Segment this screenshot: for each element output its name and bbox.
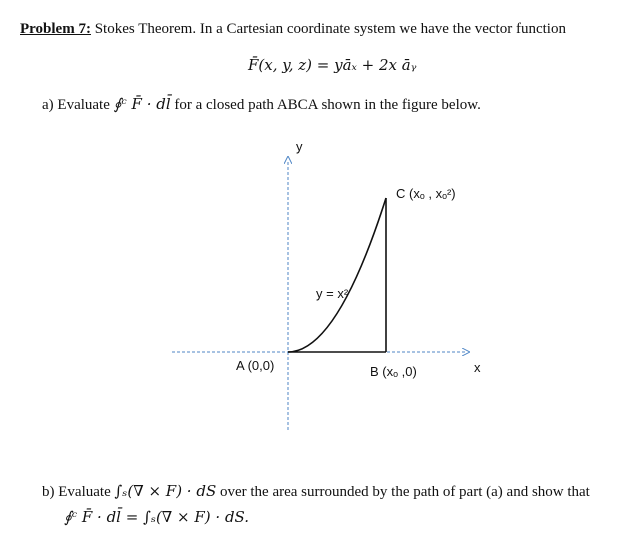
point-a-label: A (0,0) — [236, 358, 275, 373]
point-b-label: B (xₒ ,0) — [370, 364, 417, 379]
part-a-suffix: for a closed path ABCA shown in the figure below. — [174, 97, 481, 113]
vector-equation: F̄(x, y, z) = yāₓ + 2x āᵧ — [248, 56, 417, 74]
point-c-label: C (xₒ , xₒ²) — [396, 186, 456, 201]
x-axis-label: x — [474, 360, 481, 375]
problem-number: Problem 7: — [20, 21, 91, 37]
parabola-curve — [288, 198, 386, 352]
y-axis-label: y — [296, 139, 303, 154]
part-b-integral: ∫ₛ(∇ × F) · dS — [114, 482, 217, 500]
part-b-suffix: over the area surrounded by the path of part (a) and show that — [219, 484, 590, 500]
part-b — [42, 482, 590, 501]
stokes-identity: ∮ᶜ F̄ · dl̄ = ∫ₛ(∇ × F) · dS. — [64, 508, 250, 526]
part-a-prefix: Evaluate — [57, 97, 110, 113]
part-b-label: b) — [42, 484, 55, 500]
part-a-label: a) — [42, 97, 54, 113]
part-a-integral: ∮ᶜ F̄ · dl̄ — [113, 95, 171, 113]
curve-label: y = x² — [316, 286, 349, 301]
problem-intro: Stokes Theorem. In a Cartesian coordinate system we have the vector function — [94, 21, 566, 37]
part-b-prefix: Evaluate — [58, 484, 111, 500]
